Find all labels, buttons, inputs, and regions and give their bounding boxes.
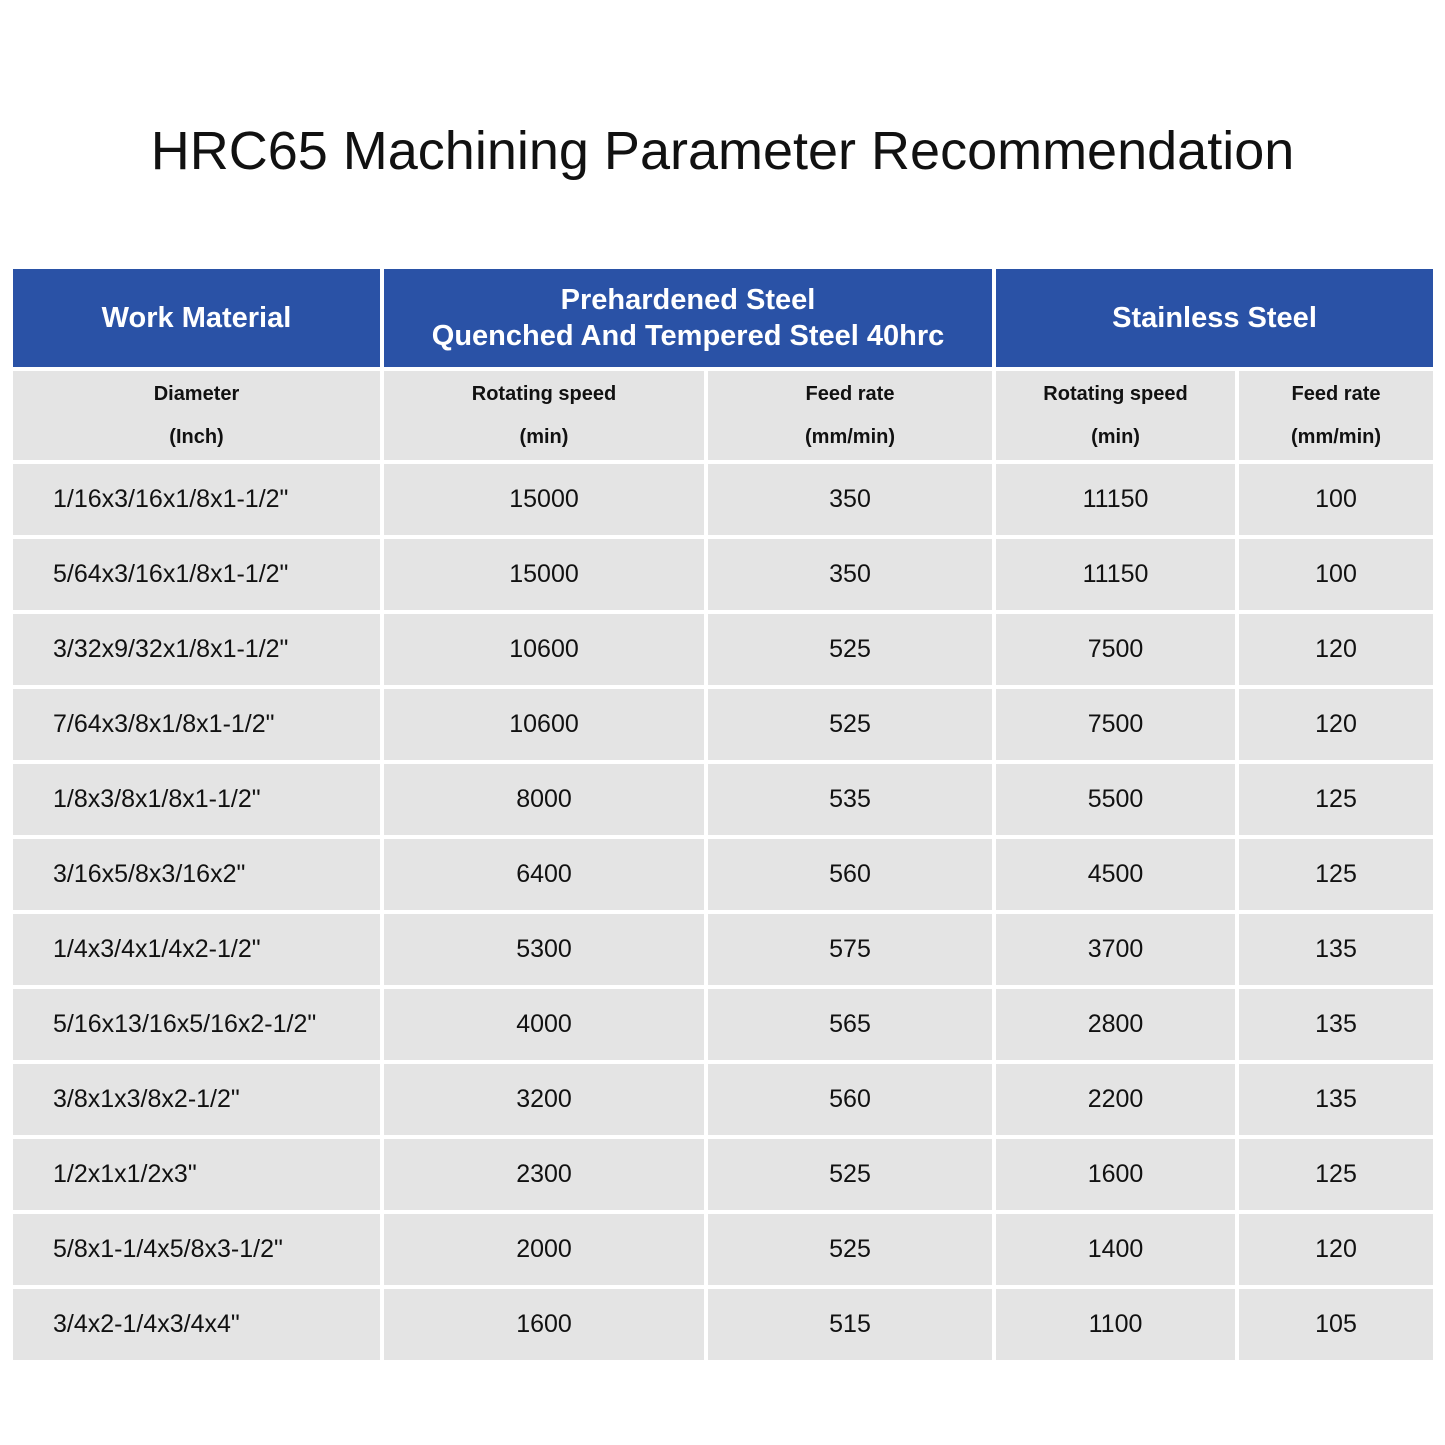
cell-prehardened-rotating-speed: 10600 — [384, 689, 704, 760]
cell-prehardened-feed-rate: 575 — [708, 914, 992, 985]
table-column-header-row — [13, 371, 1433, 460]
table-body — [13, 464, 1433, 1360]
column-header-prehardened-rotating-speed — [384, 371, 704, 460]
cell-stainless-feed-rate: 135 — [1239, 1064, 1433, 1135]
column-header-prehardened-feed-rate-line1: Feed rate — [805, 382, 895, 405]
cell-prehardened-rotating-speed: 15000 — [384, 539, 704, 610]
header-prehardened-steel — [384, 269, 992, 367]
table-row — [13, 539, 1433, 610]
header-prehardened-steel-line1: Prehardened Steel — [560, 284, 816, 316]
cell-prehardened-rotating-speed: 2300 — [384, 1139, 704, 1210]
cell-stainless-rotating-speed: 5500 — [996, 764, 1235, 835]
table-row — [13, 1139, 1433, 1210]
table-row — [13, 1064, 1433, 1135]
cell-prehardened-feed-rate: 350 — [708, 539, 992, 610]
column-header-prehardened-feed-rate — [708, 371, 992, 460]
cell-prehardened-feed-rate: 525 — [708, 689, 992, 760]
cell-prehardened-feed-rate: 565 — [708, 989, 992, 1060]
cell-prehardened-rotating-speed: 15000 — [384, 464, 704, 535]
cell-diameter: 3/16x5/8x3/16x2" — [13, 839, 380, 910]
column-header-stainless-rotating-speed-line1: Rotating speed — [1043, 382, 1188, 405]
cell-stainless-rotating-speed: 1600 — [996, 1139, 1235, 1210]
cell-prehardened-feed-rate: 535 — [708, 764, 992, 835]
cell-diameter: 5/8x1-1/4x5/8x3-1/2" — [13, 1214, 380, 1285]
cell-prehardened-feed-rate: 515 — [708, 1289, 992, 1360]
table-row — [13, 464, 1433, 535]
cell-prehardened-rotating-speed: 4000 — [384, 989, 704, 1060]
cell-stainless-rotating-speed: 11150 — [996, 539, 1235, 610]
cell-stainless-rotating-speed: 3700 — [996, 914, 1235, 985]
column-header-stainless-rotating-speed-line2: (min) — [1091, 425, 1140, 448]
cell-prehardened-rotating-speed: 3200 — [384, 1064, 704, 1135]
table-row — [13, 1289, 1433, 1360]
column-header-stainless-feed-rate — [1239, 371, 1433, 460]
cell-stainless-feed-rate: 120 — [1239, 614, 1433, 685]
header-stainless-steel-label: Stainless Steel — [1112, 302, 1317, 334]
cell-prehardened-rotating-speed: 1600 — [384, 1289, 704, 1360]
cell-stainless-rotating-speed: 2800 — [996, 989, 1235, 1060]
cell-stainless-feed-rate: 135 — [1239, 914, 1433, 985]
page-title: HRC65 Machining Parameter Recommendation — [150, 121, 1295, 181]
header-work-material — [13, 269, 380, 367]
cell-diameter: 5/64x3/16x1/8x1-1/2" — [13, 539, 380, 610]
column-header-diameter-line2: (Inch) — [169, 425, 224, 448]
cell-stainless-feed-rate: 125 — [1239, 764, 1433, 835]
cell-prehardened-rotating-speed: 2000 — [384, 1214, 704, 1285]
cell-prehardened-rotating-speed: 10600 — [384, 614, 704, 685]
cell-prehardened-feed-rate: 525 — [708, 1139, 992, 1210]
column-header-stainless-feed-rate-line1: Feed rate — [1291, 382, 1381, 405]
column-header-stainless-rotating-speed — [996, 371, 1235, 460]
cell-stainless-rotating-speed: 7500 — [996, 689, 1235, 760]
cell-stainless-rotating-speed: 7500 — [996, 614, 1235, 685]
cell-prehardened-feed-rate: 350 — [708, 464, 992, 535]
cell-stainless-feed-rate: 100 — [1239, 539, 1433, 610]
cell-diameter: 1/2x1x1/2x3" — [13, 1139, 380, 1210]
table-row — [13, 764, 1433, 835]
table-row — [13, 989, 1433, 1060]
cell-prehardened-feed-rate: 560 — [708, 1064, 992, 1135]
cell-diameter: 1/16x3/16x1/8x1-1/2" — [13, 464, 380, 535]
column-header-diameter — [13, 371, 380, 460]
cell-stainless-feed-rate: 100 — [1239, 464, 1433, 535]
cell-prehardened-feed-rate: 525 — [708, 614, 992, 685]
table-row — [13, 839, 1433, 910]
cell-prehardened-feed-rate: 525 — [708, 1214, 992, 1285]
cell-stainless-rotating-speed: 4500 — [996, 839, 1235, 910]
cell-prehardened-rotating-speed: 8000 — [384, 764, 704, 835]
cell-stainless-feed-rate: 125 — [1239, 1139, 1433, 1210]
cell-diameter: 1/4x3/4x1/4x2-1/2" — [13, 914, 380, 985]
machining-parameter-table — [9, 265, 1437, 1364]
column-header-prehardened-rotating-speed-line2: (min) — [519, 425, 569, 448]
column-header-stainless-feed-rate-line2: (mm/min) — [1291, 425, 1382, 448]
header-stainless-steel — [996, 269, 1433, 367]
cell-stainless-feed-rate: 120 — [1239, 1214, 1433, 1285]
cell-diameter: 7/64x3/8x1/8x1-1/2" — [13, 689, 380, 760]
table-row — [13, 614, 1433, 685]
cell-diameter: 3/8x1x3/8x2-1/2" — [13, 1064, 380, 1135]
cell-diameter: 3/32x9/32x1/8x1-1/2" — [13, 614, 380, 685]
cell-stainless-feed-rate: 135 — [1239, 989, 1433, 1060]
cell-stainless-rotating-speed: 1100 — [996, 1289, 1235, 1360]
cell-stainless-feed-rate: 105 — [1239, 1289, 1433, 1360]
cell-prehardened-rotating-speed: 6400 — [384, 839, 704, 910]
cell-diameter: 5/16x13/16x5/16x2-1/2" — [13, 989, 380, 1060]
table-row — [13, 1214, 1433, 1285]
cell-stainless-rotating-speed: 1400 — [996, 1214, 1235, 1285]
header-prehardened-steel-line2: Quenched And Tempered Steel 40hrc — [431, 320, 945, 352]
cell-stainless-feed-rate: 125 — [1239, 839, 1433, 910]
table-row — [13, 914, 1433, 985]
cell-diameter: 1/8x3/8x1/8x1-1/2" — [13, 764, 380, 835]
column-header-prehardened-feed-rate-line2: (mm/min) — [805, 425, 895, 448]
header-work-material-label: Work Material — [101, 302, 292, 334]
table-group-header-row — [13, 269, 1433, 367]
cell-stainless-rotating-speed: 2200 — [996, 1064, 1235, 1135]
cell-stainless-rotating-speed: 11150 — [996, 464, 1235, 535]
column-header-diameter-line1: Diameter — [153, 382, 240, 405]
cell-prehardened-rotating-speed: 5300 — [384, 914, 704, 985]
cell-prehardened-feed-rate: 560 — [708, 839, 992, 910]
cell-stainless-feed-rate: 120 — [1239, 689, 1433, 760]
table-row — [13, 689, 1433, 760]
column-header-prehardened-rotating-speed-line1: Rotating speed — [471, 382, 617, 405]
cell-diameter: 3/4x2-1/4x3/4x4" — [13, 1289, 380, 1360]
